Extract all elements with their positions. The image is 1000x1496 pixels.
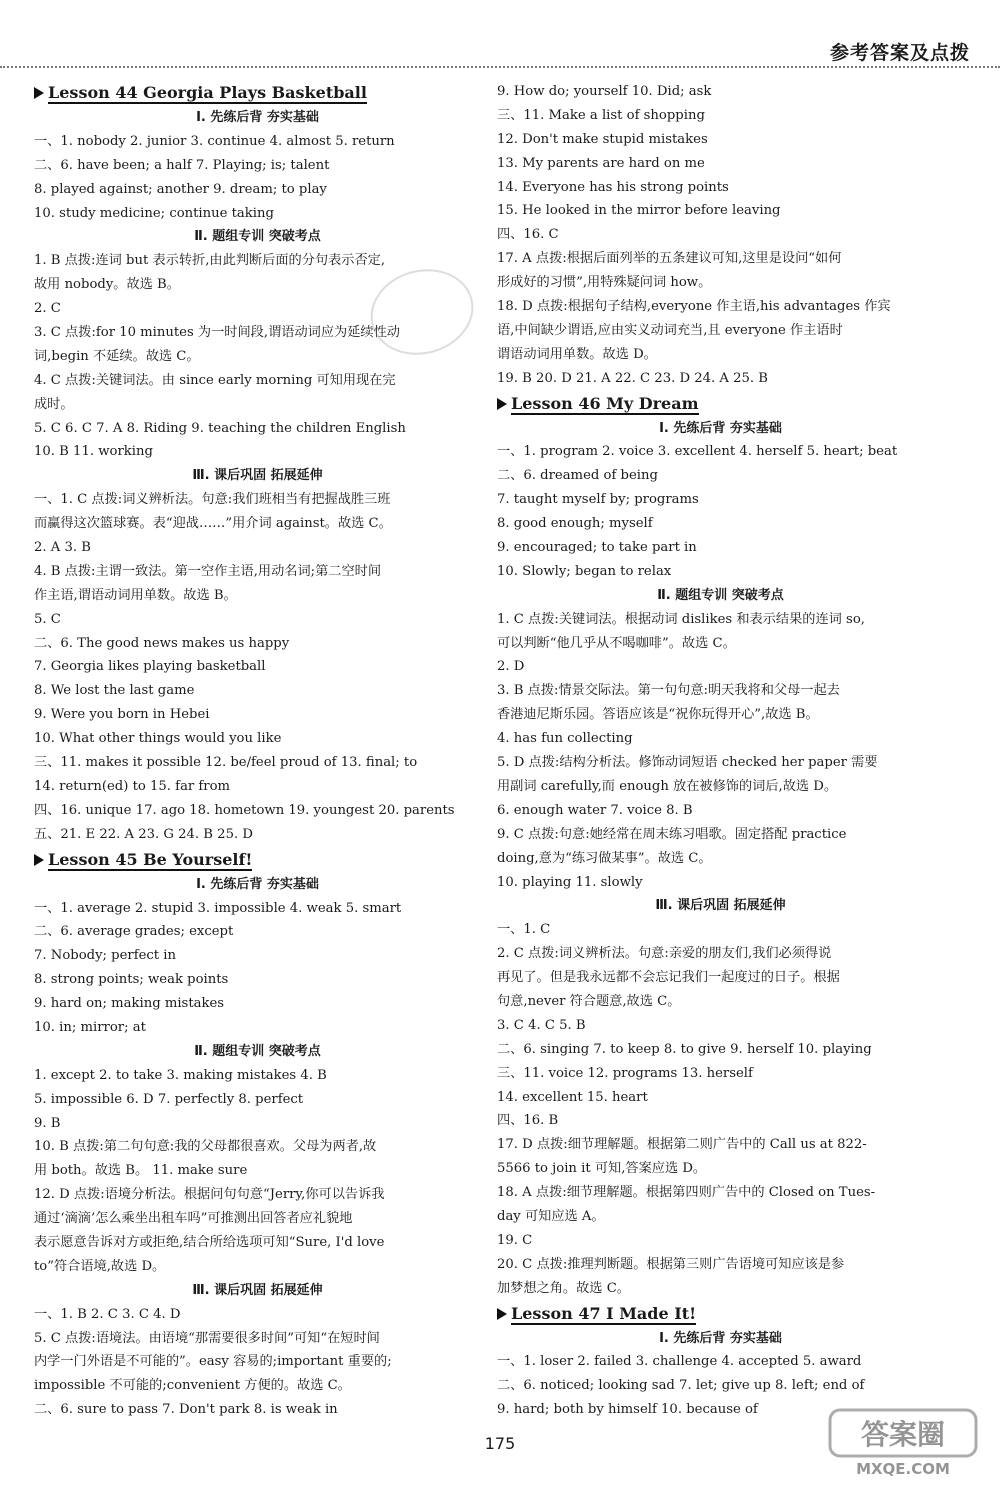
answer-line: 14. return(ed) to 15. far from bbox=[34, 778, 231, 794]
answer-line: 10. Slowly; began to relax bbox=[497, 563, 672, 579]
answer-line: 3. B 点拨:情景交际法。第一句句意:明天我将和父母一起去 bbox=[497, 683, 840, 699]
answer-line: 词,begin 不延续。故选 C。 bbox=[34, 348, 200, 364]
answer-line: 5. impossible 6. D 7. perfectly 8. perfect bbox=[34, 1091, 304, 1107]
answer-line: 语,中间缺少谓语,应由实义动词充当,且 everyone 作主语时 bbox=[497, 322, 843, 338]
answer-line: 四、16. C bbox=[497, 227, 559, 243]
answer-line: 14. excellent 15. heart bbox=[497, 1089, 648, 1105]
answer-line: 9. encouraged; to take part in bbox=[497, 540, 697, 556]
answer-line: 谓语动词用单数。故选 D。 bbox=[497, 346, 657, 362]
answer-line: 内学一门外语是不可能的”。easy 容易的;important 重要的; bbox=[34, 1354, 392, 1370]
lesson-heading bbox=[34, 847, 481, 873]
answer-line: 一、1. B 2. C 3. C 4. D bbox=[34, 1306, 181, 1322]
answer-line: 二、6. dreamed of being bbox=[497, 468, 658, 484]
lesson-heading bbox=[34, 80, 481, 106]
answer-line: 8. played against; another 9. dream; to play bbox=[34, 181, 327, 197]
answer-line: 三、11. makes it possible 12. be/feel proud of 13. final; to bbox=[34, 755, 418, 771]
answer-line: 19. C bbox=[497, 1232, 533, 1248]
answer-line: 5. D 点拨:结构分析法。修饰动词短语 checked her paper 需要 bbox=[497, 755, 878, 771]
section-heading: Ⅱ. 题组专训 突破考点 bbox=[657, 587, 784, 603]
answer-line: 加梦想之角。故选 C。 bbox=[497, 1280, 630, 1296]
answer-line: 3. C 点拨:for 10 minutes 为一时间段,谓语动词应为延续性动 bbox=[34, 325, 400, 341]
answer-line: 10. B 点拨:第二句句意:我的父母都很喜欢。父母为两者,故 bbox=[34, 1139, 377, 1155]
answer-line: 1. B 点拨:连词 but 表示转折,由此判断后面的分句表示否定, bbox=[34, 253, 386, 269]
triangle-bullet-icon bbox=[497, 398, 507, 410]
answer-line: 9. How do; yourself 10. Did; ask bbox=[497, 84, 712, 99]
answer-line: 五、21. E 22. A 23. G 24. B 25. D bbox=[34, 826, 253, 842]
section-heading: Ⅲ. 课后巩固 拓展延伸 bbox=[192, 468, 323, 484]
answer-line: 9. B bbox=[34, 1115, 61, 1131]
triangle-bullet-icon bbox=[34, 854, 44, 866]
answer-line: 表示愿意告诉对方或拒绝,结合所给选项可知“Sure, I'd love bbox=[34, 1234, 385, 1250]
answer-line: 而赢得这次篮球赛。表“迎战……”用介词 against。故选 C。 bbox=[34, 516, 392, 532]
answer-line: 2. C bbox=[34, 301, 61, 317]
answer-line: 20. C 点拨:推理判断题。根据第三则广告语境可知应该是参 bbox=[497, 1256, 845, 1272]
lesson-heading bbox=[497, 391, 944, 417]
answer-line: 18. D 点拨:根据句子结构,everyone 作主语,his advantages 作宾 bbox=[497, 299, 891, 315]
answer-line: to”符合语境,故选 D。 bbox=[34, 1258, 166, 1274]
answer-line: 1. C 点拨:关键词法。根据动词 dislikes 和表示结果的连词 so, bbox=[497, 611, 865, 627]
answer-line: 8. strong points; weak points bbox=[34, 972, 229, 988]
answer-line: 4. B 点拨:主谓一致法。第一空作主语,用动名词;第二空时间 bbox=[34, 563, 382, 579]
answer-line: 二、6. singing 7. to keep 8. to give 9. herself 10. playing bbox=[497, 1041, 872, 1057]
answer-line: 句意,never 符合题意,故选 C。 bbox=[497, 993, 681, 1009]
answer-line: 15. He looked in the mirror before leaving bbox=[497, 203, 781, 219]
answer-line: doing,意为“练习做某事”。故选 C。 bbox=[497, 850, 712, 866]
answer-line: 3. C 4. C 5. B bbox=[497, 1017, 586, 1033]
answer-line: 10. B 11. working bbox=[34, 444, 153, 460]
answer-line: 一、1. C 点拨:词义辨析法。句意:我们班相当有把握战胜三班 bbox=[34, 492, 391, 508]
lesson-title: Lesson 44 Georgia Plays Basketball bbox=[48, 83, 367, 102]
answer-line: 7. Georgia likes playing basketball bbox=[34, 659, 266, 675]
answer-line: 4. has fun collecting bbox=[497, 731, 633, 747]
section-heading: Ⅱ. 题组专训 突破考点 bbox=[194, 1043, 321, 1059]
answer-line: 用副词 carefully,而 enough 放在被修饰的词后,故选 D。 bbox=[497, 778, 838, 794]
answer-line: 2. D bbox=[497, 659, 525, 675]
answer-line: 一、1. program 2. voice 3. excellent 4. herself 5. heart; beat bbox=[497, 444, 898, 460]
lesson-title: Lesson 46 My Dream bbox=[511, 393, 699, 413]
answer-line: 一、1. nobody 2. junior 3. continue 4. almost 5. return bbox=[34, 133, 395, 149]
section-heading: Ⅰ. 先练后背 夯实基础 bbox=[196, 876, 319, 892]
answer-line: 9. Were you born in Hebei bbox=[34, 707, 210, 723]
answer-line: 形成好的习惯”,用特殊疑问词 how。 bbox=[497, 275, 712, 291]
answer-line: 10. What other things would you like bbox=[34, 731, 282, 747]
header-divider bbox=[0, 66, 1000, 68]
section-heading: Ⅱ. 题组专训 突破考点 bbox=[194, 229, 321, 245]
page-number: 175 bbox=[484, 1434, 516, 1453]
answer-line: 再见了。但是我永远都不会忘记我们一起度过的日子。根据 bbox=[497, 970, 840, 986]
answer-line: 通过‘滴滴’怎么乘坐出租车吗”可推测出回答者应礼貌地 bbox=[34, 1211, 353, 1227]
lesson-heading bbox=[497, 1301, 944, 1327]
answer-line: 二、6. average grades; except bbox=[34, 924, 234, 940]
answer-line: 5. C 6. C 7. A 8. Riding 9. teaching the children English bbox=[34, 420, 406, 436]
section-heading: Ⅰ. 先练后背 夯实基础 bbox=[659, 420, 782, 436]
answer-line: 二、6. have been; a half 7. Playing; is; talent bbox=[34, 157, 330, 173]
answer-line: 三、11. Make a list of shopping bbox=[497, 107, 705, 123]
answer-line: 18. A 点拨:细节理解题。根据第四则广告中的 Closed on Tues- bbox=[497, 1185, 876, 1201]
lesson-title: Lesson 45 Be Yourself! bbox=[48, 849, 253, 869]
answer-line: 三、11. voice 12. programs 13. herself bbox=[497, 1065, 753, 1081]
lesson-title: Lesson 47 I Made It! bbox=[511, 1303, 697, 1323]
answer-line: 作主语,谓语动词用单数。故选 B。 bbox=[34, 587, 237, 603]
answer-line: 7. taught myself by; programs bbox=[497, 492, 699, 508]
section-heading: Ⅰ. 先练后背 夯实基础 bbox=[659, 1330, 782, 1346]
answer-line: 故用 nobody。故选 B。 bbox=[34, 277, 180, 293]
answer-line: 5566 to join it 可知,答案应选 D。 bbox=[497, 1161, 707, 1177]
section-heading: Ⅲ. 课后巩固 拓展延伸 bbox=[192, 1282, 323, 1298]
answer-line: 10. study medicine; continue taking bbox=[34, 205, 274, 221]
answer-line: 一、1. loser 2. failed 3. challenge 4. accepted 5. award bbox=[497, 1354, 862, 1370]
answer-line: 1. except 2. to take 3. making mistakes 4. B bbox=[34, 1067, 327, 1083]
header-title: 参考答案及点拨 bbox=[829, 42, 970, 64]
answer-line: 用 both。故选 B。 11. make sure bbox=[34, 1163, 248, 1179]
answer-line: 四、16. B bbox=[497, 1113, 559, 1129]
answer-line: 12. D 点拨:语境分析法。根据问句句意“Jerry,你可以告诉我 bbox=[34, 1187, 385, 1203]
watermark-logo-text: 答案圈 bbox=[860, 1418, 946, 1451]
page-header bbox=[30, 38, 970, 66]
section-heading: Ⅰ. 先练后背 夯实基础 bbox=[196, 110, 319, 125]
answer-line: day 可知应选 A。 bbox=[497, 1208, 605, 1224]
answer-line: 可以判断“他几乎从不喝咖啡”。故选 C。 bbox=[497, 635, 736, 651]
watermark-logo bbox=[828, 1408, 978, 1478]
answer-line: 一、1. average 2. stupid 3. impossible 4. weak 5. smart bbox=[34, 900, 402, 916]
right-column bbox=[497, 80, 944, 1422]
answer-line: 17. D 点拨:细节理解题。根据第二则广告中的 Call us at 822- bbox=[497, 1137, 867, 1153]
answer-line: 10. in; mirror; at bbox=[34, 1019, 146, 1035]
answer-line: 四、16. unique 17. ago 18. hometown 19. youngest 20. parents bbox=[34, 802, 455, 818]
answer-line: 7. Nobody; perfect in bbox=[34, 948, 176, 964]
answer-line: 17. A 点拨:根据后面列举的五条建议可知,这里是设问“如何 bbox=[497, 251, 842, 267]
answer-line: 12. Don't make stupid mistakes bbox=[497, 131, 708, 147]
watermark-site-text: MXQE.COM bbox=[856, 1460, 950, 1478]
answer-line: 4. C 点拨:关键词法。由 since early morning 可知用现在完 bbox=[34, 372, 396, 388]
answer-line: 5. C bbox=[34, 611, 61, 627]
answer-line: 二、6. sure to pass 7. Don't park 8. is weak in bbox=[34, 1402, 338, 1418]
answer-line: 19. B 20. D 21. A 22. C 23. D 24. A 25. B bbox=[497, 370, 768, 386]
answer-line: 6. enough water 7. voice 8. B bbox=[497, 802, 693, 818]
triangle-bullet-icon bbox=[497, 1308, 507, 1320]
answer-line: 13. My parents are hard on me bbox=[497, 155, 705, 171]
answer-line: 9. C 点拨:句意:她经常在周末练习唱歌。固定搭配 practice bbox=[497, 826, 847, 842]
answer-line: 9. hard; both by himself 10. because of bbox=[497, 1402, 758, 1418]
answer-line: 2. A 3. B bbox=[34, 540, 91, 556]
answer-line: 二、6. The good news makes us happy bbox=[34, 635, 290, 651]
answer-line: 8. We lost the last game bbox=[34, 683, 195, 699]
answer-line: 9. hard on; making mistakes bbox=[34, 996, 225, 1012]
answer-line: 2. C 点拨:词义辨析法。句意:亲爱的朋友们,我们必须得说 bbox=[497, 946, 832, 962]
answer-line: 8. good enough; myself bbox=[497, 516, 653, 532]
answer-line: 香港迪尼斯乐园。答语应该是“祝你玩得开心”,故选 B。 bbox=[497, 707, 819, 723]
triangle-bullet-icon bbox=[34, 87, 44, 99]
answer-line: 成时。 bbox=[34, 396, 74, 412]
answer-line: 一、1. C bbox=[497, 922, 551, 938]
answer-line: 14. Everyone has his strong points bbox=[497, 179, 729, 195]
answer-line: impossible 不可能的;convenient 方便的。故选 C。 bbox=[34, 1378, 351, 1394]
section-heading: Ⅲ. 课后巩固 拓展延伸 bbox=[655, 898, 786, 914]
answer-line: 二、6. noticed; looking sad 7. let; give up 8. left; end of bbox=[497, 1378, 865, 1394]
answer-line: 5. C 点拨:语境法。由语境“那需要很多时间”可知“在短时间 bbox=[34, 1330, 380, 1346]
answer-line: 10. playing 11. slowly bbox=[497, 874, 643, 890]
